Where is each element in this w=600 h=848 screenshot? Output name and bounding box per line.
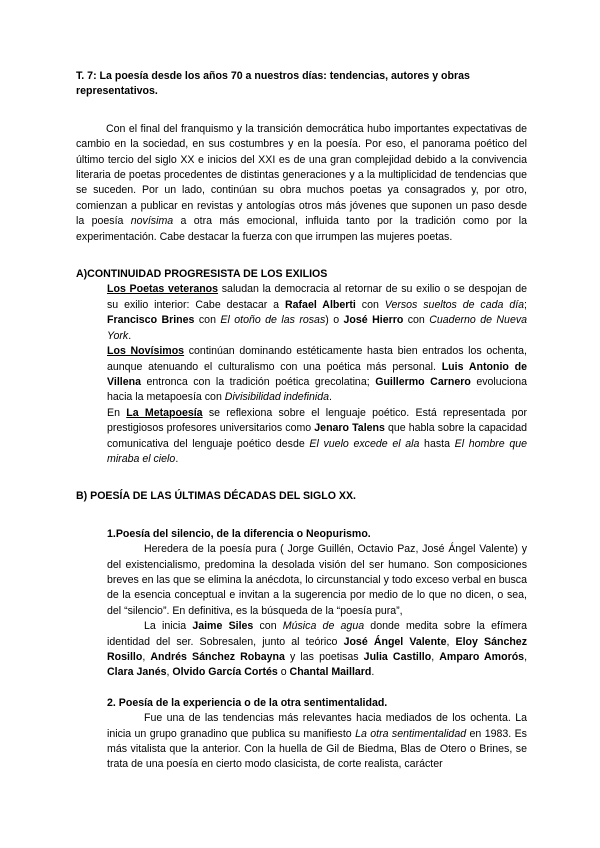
underlined-term: La Metapoesía (126, 406, 203, 419)
author-name: Luis Antonio de Villena (107, 360, 527, 388)
author-name: Rafael Alberti (284, 298, 356, 311)
text: , (166, 666, 173, 679)
author-name: Jenaro Talens (314, 422, 385, 435)
section-b-heading: B) POESÍA DE LAS ÚLTIMAS DÉCADAS DEL SIGLO XX. (76, 490, 356, 503)
work-title: Versos sueltos de cada día (384, 298, 525, 311)
text: continúan dominando estéticamente hasta bien entrados los ochenta, aunque atenuando el culturalismo con una poética más personal. (107, 345, 528, 373)
author-name: Andrés Sánchez Robayna (150, 651, 285, 663)
text: y las poetisas (284, 651, 364, 663)
author-name: Jaime Siles (192, 620, 254, 633)
text: , (524, 651, 528, 663)
author-name: Eloy Sánchez Rosillo (107, 635, 527, 663)
text: La inicia (144, 620, 193, 633)
document-title: T. 7: La poesía desde los años 70 a nuestros días: tendencias, autores y obras representativos. (76, 70, 470, 98)
spacer (76, 467, 527, 489)
text: con (355, 298, 385, 311)
text: , (431, 651, 440, 663)
text: . (175, 452, 179, 465)
document-body (76, 69, 527, 773)
author-name: Julia Castillo (363, 651, 432, 663)
text: con (403, 314, 430, 327)
work-title: El hombre que miraba el cielo (107, 437, 528, 465)
author-name: José Ángel Valente (343, 635, 447, 648)
work-title: El otoño de las rosas (220, 314, 326, 327)
work-title: La otra sentimentalidad (355, 727, 467, 740)
underlined-term: Los Poetas veteranos (107, 283, 219, 296)
author-name: Clara Janés (107, 666, 167, 679)
text: que habla sobre la capacidad comunicativa del lenguaje poético desde (107, 422, 527, 450)
text: , (142, 651, 151, 663)
author-name: Francisco Brines (107, 314, 195, 327)
author-name: José Hierro (343, 314, 404, 327)
intro-paragraph (76, 122, 527, 245)
text: Fue una de las tendencias más relevantes hacia mediados de los ochenta. La inicia un grupo granadino que publica su manifiesto (107, 712, 527, 740)
subsection-2-heading: 2. Poesía de la experiencia o de la otra sentimentalidad. (107, 696, 388, 709)
neopurismo-paragraph: Heredera de la poesía pura ( Jorge Guillén, Octavio Paz, José Ángel Valente) y del existencialismo, predomina la desolada visión del ser humano. Son composiciones breves en las que se elimina la anécdota, lo circunstancial y todo exceso verbal en busca de la esencia conceptual e invitan a la sugerencia por medio de lo que no dicen, o sea, del “silencio”. En definitiva, es la búsqueda de la “poesía pura”, (107, 543, 527, 617)
author-name: Guillermo Carnero (375, 375, 471, 388)
text: . (128, 329, 132, 342)
work-title: Divisibilidad indefinida (224, 391, 330, 404)
work-title: Música de agua (282, 620, 365, 633)
veteranos-paragraph (107, 282, 527, 344)
author-name: Olvido García Cortés (172, 666, 278, 679)
section-b-body (76, 527, 527, 773)
subsection-1-heading: 1.Poesía del silencio, de la diferencia o Neopurismo. (107, 527, 371, 540)
work-title: Cuaderno de Nueva York (107, 314, 528, 342)
text: con (194, 314, 221, 327)
text: saludan la democracia al retornar de su exilio o se despojan de su exilio interior: Cabe destacar a (107, 283, 527, 311)
section-a-heading: A)CONTINUIDAD PROGRESISTA DE LOS EXILIOS (76, 268, 328, 281)
author-name: Amparo Amorós (439, 651, 525, 663)
section-a-body (76, 282, 527, 467)
underlined-term: Los Novísimos (107, 345, 185, 358)
text: a otra más emocional, influida tanto por la tradición como por la experimentación. Cabe destacar la fuerza con que irrumpen las mujeres poetas. (76, 215, 527, 243)
experiencia-paragraph (107, 711, 527, 773)
text: o (277, 666, 290, 679)
text: . (371, 666, 375, 679)
work-title: El vuelo excede el ala (309, 437, 420, 450)
text: ) o (325, 314, 344, 327)
novisimos-paragraph (107, 344, 527, 406)
spacer (76, 245, 527, 267)
text: hasta (419, 437, 455, 450)
metapoesia-paragraph (107, 406, 527, 468)
text: entronca con la tradición poética grecolatina; (140, 375, 376, 388)
text: , (446, 635, 456, 648)
text: Con el final del franquismo y la transición democrática hubo importantes expectativas de cambio en la sociedad, en sus costumbres y en la poesía. Por eso, el panorama poético del último tercio del siglo XX e inicios del XXI es de una gran complejidad debido a la convivencia literaria de poetas procedentes de distintas generaciones y a la multiplicidad de tendencias que se suceden. Por un lado, continúan su obra muchos poetas ya consagrados y, por otro, comienzan a publicar en revistas y antologías otros más jóvenes que suponen un paso desde la poesía (76, 122, 527, 228)
text: En (107, 406, 127, 419)
neopurismo-authors-paragraph (107, 619, 527, 681)
text: donde medita sobre la efímera identidad del ser. Sobresalen, junto al teórico (107, 620, 528, 648)
text: . (329, 391, 332, 404)
text: en 1983. Es más vitalista que la anterior. Con la huella de Gil de Biedma, Blas de Otero o Brines, se trata de una poesía en cierto modo clasicista, de corte realista, carácter (107, 727, 527, 771)
spacer (107, 681, 527, 696)
text: se reflexiona sobre el lenguaje poético. Está representada por prestigiosos profesores universitarios como (107, 406, 527, 435)
spacer (76, 505, 527, 527)
text: evoluciona hacia la metapoesía con (107, 375, 527, 404)
author-name: Chantal Maillard (289, 666, 372, 679)
text: con (253, 620, 283, 633)
italic-text: novísima (130, 215, 174, 228)
text: ; (524, 298, 527, 311)
